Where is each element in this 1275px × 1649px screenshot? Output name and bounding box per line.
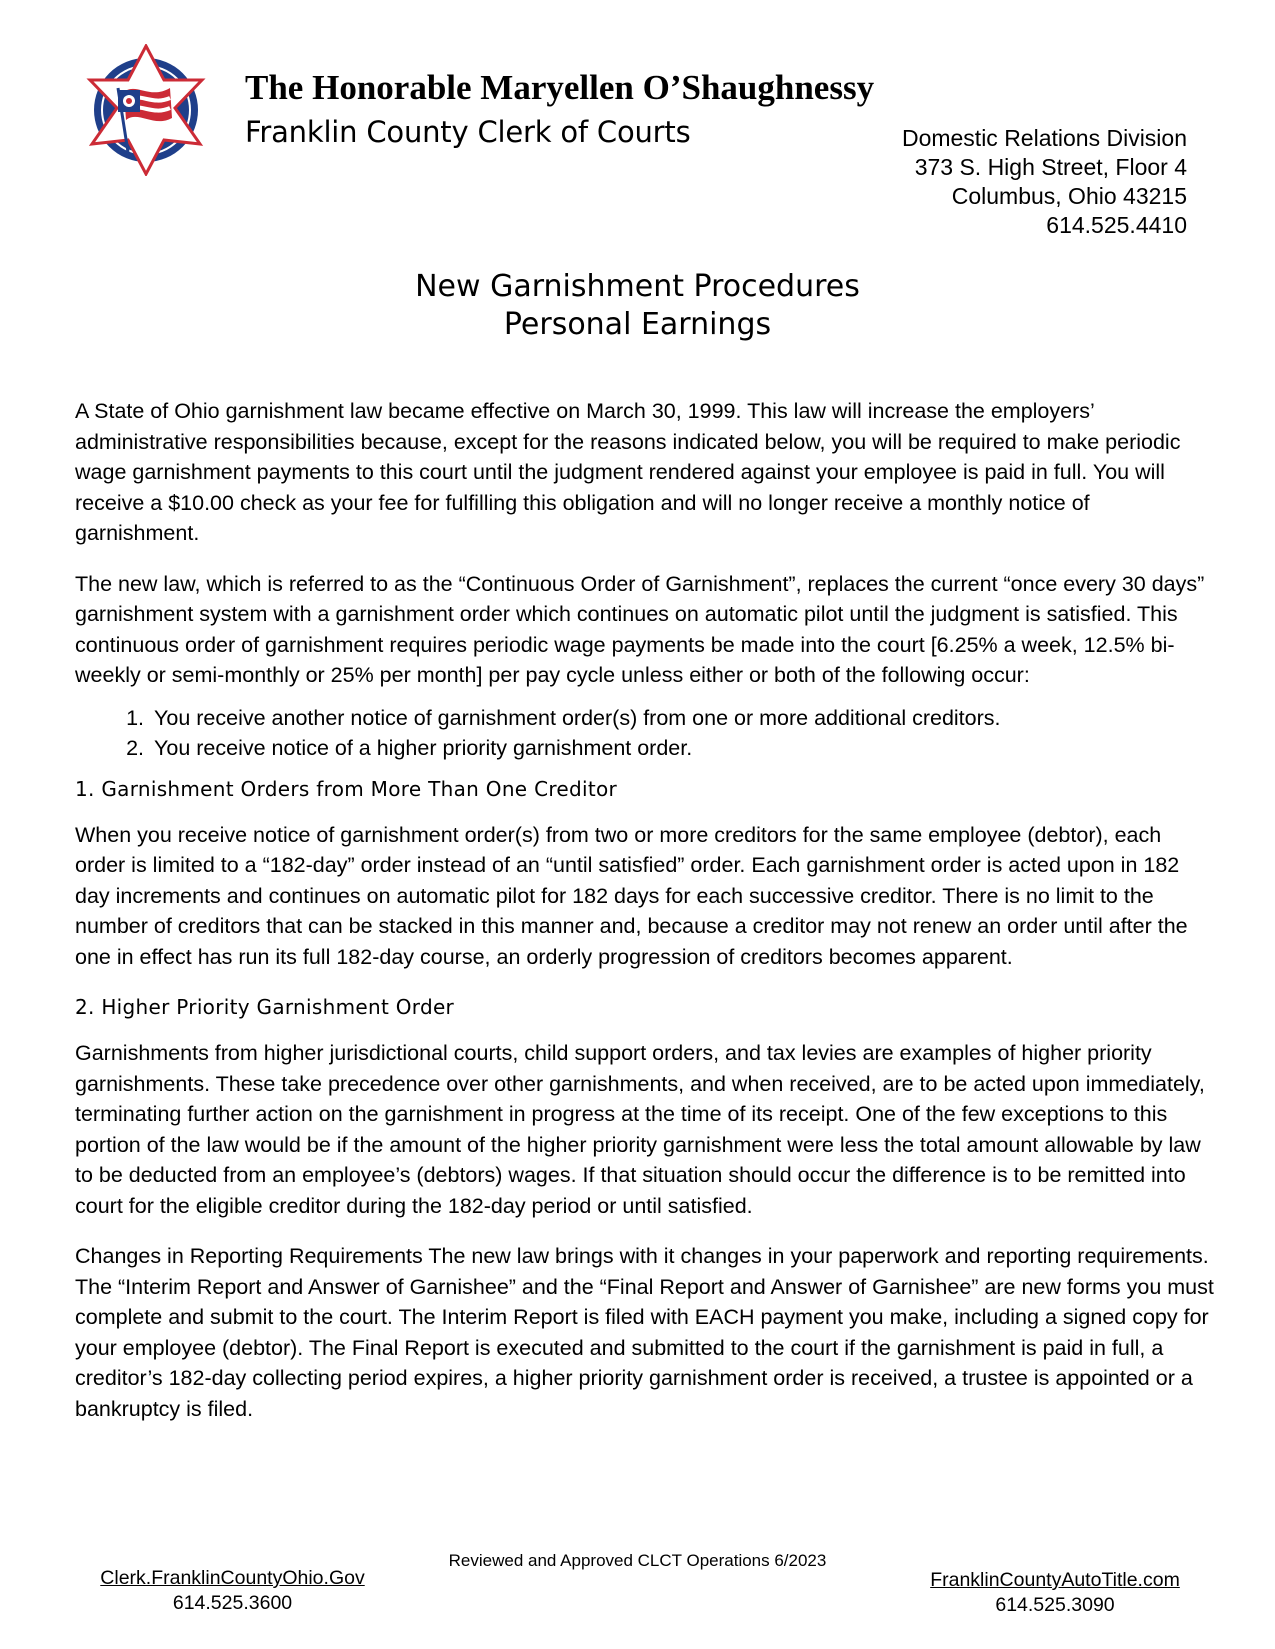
section-1-paragraph: When you receive notice of garnishment order(s) from two or more creditors for the same employee (debtor), each order is limited to a “182-day” order instead of an “until satisfied” order. Each garnishment order is acted upon in 182 day increments and continues on automatic pilot for 182 days for each successive creditor. There is no limit to the number of creditors that can be stacked in this manner and, because a creditor may not renew an order until after the one in effect has run its full 182-day course, an orderly progression of creditors becomes apparent. (75, 822, 1188, 969)
judge-name: The Honorable Maryellen O’Shaughnessy (245, 68, 875, 107)
footer-autotitle-contact (910, 1568, 1200, 1618)
footer-clerk-contact (90, 1566, 375, 1616)
division-name: Domestic Relations Division (901, 125, 1187, 151)
office-name: Franklin County Clerk of Courts (245, 115, 691, 149)
continuous-order-paragraph: The new law, which is referred to as the “Continuous Order of Garnishment”, replaces the current “once every 30 days” garnishment system with a garnishment order which continues on automatic pilot until the judgment is satisfied. This continuous order of garnishment requires periodic wage payments be made into the court [6.25% a week, 12.5% bi-weekly or semi-monthly or 25% per month] per pay cycle unless either or both of the following occur: (75, 571, 1205, 687)
city-state-zip: Columbus, Ohio 43215 (951, 183, 1187, 209)
intro-paragraph: A State of Ohio garnishment law became effective on March 30, 1999. This law will increase the employers’ administrative responsibilities because, except for the reasons indicated below, you will be required to make periodic wage garnishment payments to this court until the judgment rendered against your employee is paid in full. You will receive a $10.00 check as your fee for fulfilling this obligation and will no longer receive a monthly notice of garnishment. (75, 399, 1181, 545)
document-body (75, 396, 1215, 1444)
autotitle-phone: 614.525.3090 (995, 1594, 1115, 1616)
section-1-heading: 1. Garnishment Orders from More Than One Creditor (75, 776, 618, 801)
title-line-1: New Garnishment Procedures (415, 269, 860, 304)
title-line-2: Personal Earnings (503, 307, 772, 342)
list-item: 2. You receive notice of a higher priority garnishment order. (150, 733, 1215, 764)
division-phone: 614.525.4410 (1046, 212, 1187, 238)
list-item: 1. You receive another notice of garnishment order(s) from one or more additional creditors. (150, 703, 1215, 734)
clerk-phone: 614.525.3600 (172, 1592, 293, 1614)
conditions-list (75, 703, 1215, 764)
document-title (0, 268, 1275, 344)
division-address (902, 124, 1187, 240)
reporting-requirements-paragraph: Changes in Reporting Requirements The new law brings with it changes in your paperwork and reporting requirements. The “Interim Report and Answer of Garnishee” and the “Final Report and Answer of Garnishee” are new forms you must complete and submit to the court. The Interim Report is filed with EACH payment you make, including a signed copy for your employee (debtor). The Final Report is executed and submitted to the court if the garnishment is paid in full, a creditor’s 182-day collecting period expires, a higher priority garnishment order is received, a trustee is appointed or a bankruptcy is filed. (75, 1244, 1214, 1421)
street-address: 373 S. High Street, Floor 4 (914, 154, 1187, 180)
clerk-seal-logo (84, 44, 208, 176)
section-2-heading: 2. Higher Priority Garnishment Order (75, 995, 455, 1019)
review-note: Reviewed and Approved CLCT Operations 6/2023 (448, 1551, 827, 1570)
autotitle-website-link[interactable]: FranklinCountyAutoTitle.com (930, 1569, 1180, 1591)
clerk-website-link[interactable]: Clerk.FranklinCountyOhio.Gov (100, 1567, 365, 1589)
section-2-paragraph: Garnishments from higher jurisdictional courts, child support orders, and tax levies are examples of higher priority garnishments. These take precedence over other garnishments, and when received, are to be acted upon immediately, terminating further action on the garnishment in progress at the time of its receipt. One of the few exceptions to this portion of the law would be if the amount of the higher priority garnishment were less the total amount allowable by law to be deducted from an employee’s (debtors) wages. If that situation should occur the difference is to be remitted into court for the eligible creditor during the 182-day period or until satisfied. (75, 1041, 1205, 1218)
